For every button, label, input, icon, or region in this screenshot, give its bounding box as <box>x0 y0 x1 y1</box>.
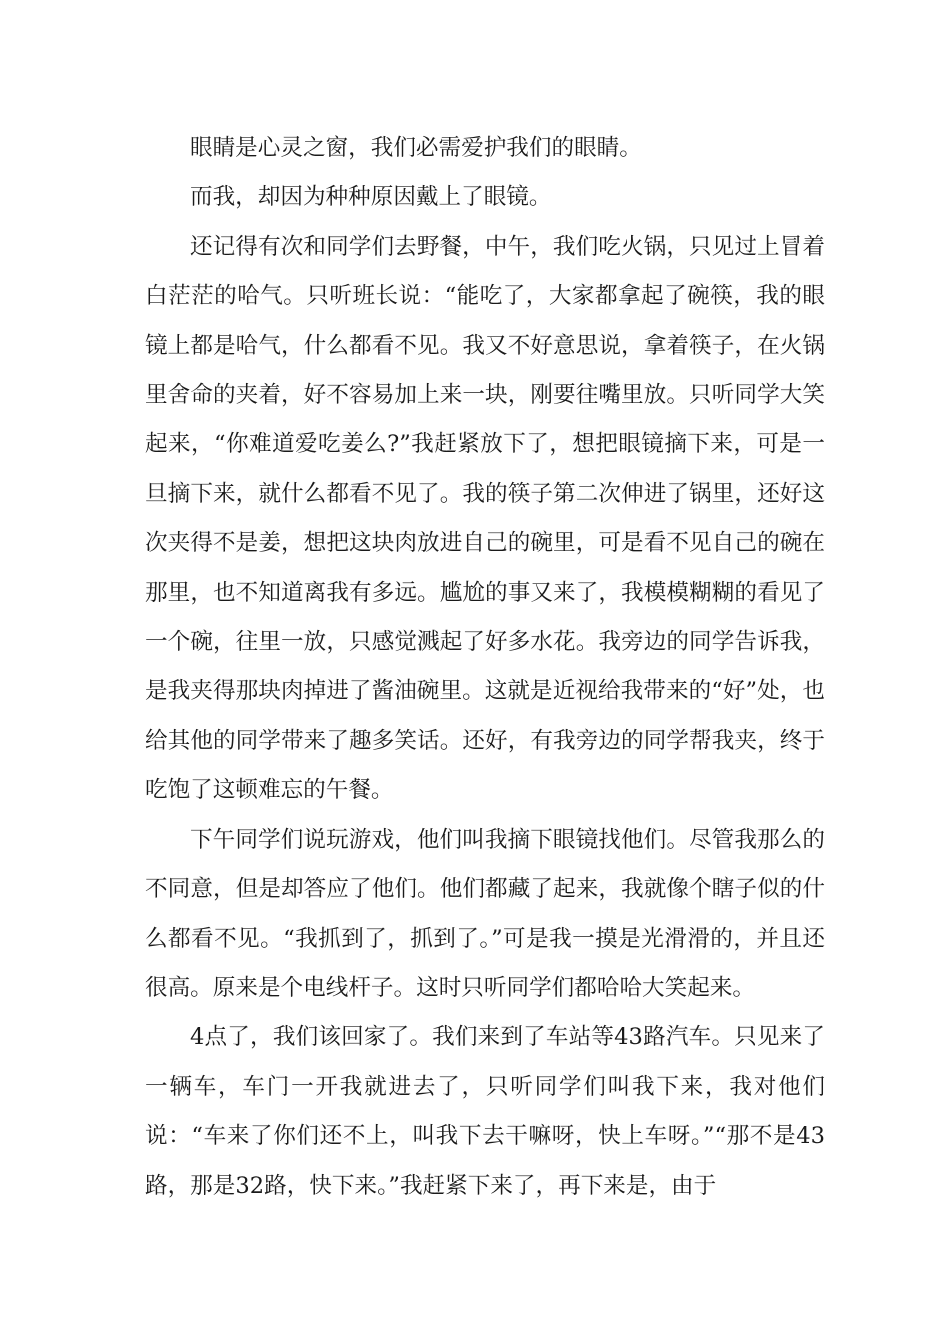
document-body <box>145 124 825 1211</box>
paragraph-2: 而我，却因为种种原因戴上了眼镜。 <box>190 184 552 211</box>
paragraph-3: 还记得有次和同学们去野餐，中午，我们吃火锅，只见过上冒着白茫茫的哈气。只听班长说：“能吃了，大家都拿起了碗筷，我的眼镜上都是哈气，什么都看不见。我又不好意思说，拿着筷子，在火锅里舍命的夹着，好不容易加上来一块，刚要往嘴里放。只听同学大笑起来，“你难道爱吃姜么?”我赶紧放下了，想把眼镜摘下来，可是一旦摘下来，就什么都看不见了。我的筷子第二次伸进了锅里，还好这次夹得不是姜，想把这块肉放进自己的碗里，可是看不见自己的碗在那里，也不知道离我有多远。尴尬的事又来了，我模模糊糊的看见了一个碗，往里一放，只感觉溅起了好多水花。我旁边的同学告诉我，是我夹得那块肉掉进了酱油碗里。这就是近视给我带来的“好”处，也给其他的同学带来了趣多笑话。还好，有我旁边的同学帮我夹，终于吃饱了这顿难忘的午餐。 <box>145 233 825 804</box>
paragraph-5: 4点了，我们该回家了。我们来到了车站等43路汽车。只见来了一辆车，车门一开我就进去了，只听同学们叫我下来，我对他们说：“车来了你们还不上，叫我下去干嘛呀，快上车呀。”“那不是43路，那是32路，快下来。”我赶紧下来了，再下来是，由于 <box>145 1024 825 1199</box>
paragraph-4: 下午同学们说玩游戏，他们叫我摘下眼镜找他们。尽管我那么的不同意，但是却答应了他们。他们都藏了起来，我就像个瞎子似的什么都看不见。“我抓到了，抓到了。”可是我一摸是光滑滑的，并且还很高。原来是个电线杆子。这时只听同学们都哈哈大笑起来。 <box>145 826 825 1001</box>
paragraph-1: 眼睛是心灵之窗，我们必需爱护我们的眼睛。 <box>190 135 642 161</box>
